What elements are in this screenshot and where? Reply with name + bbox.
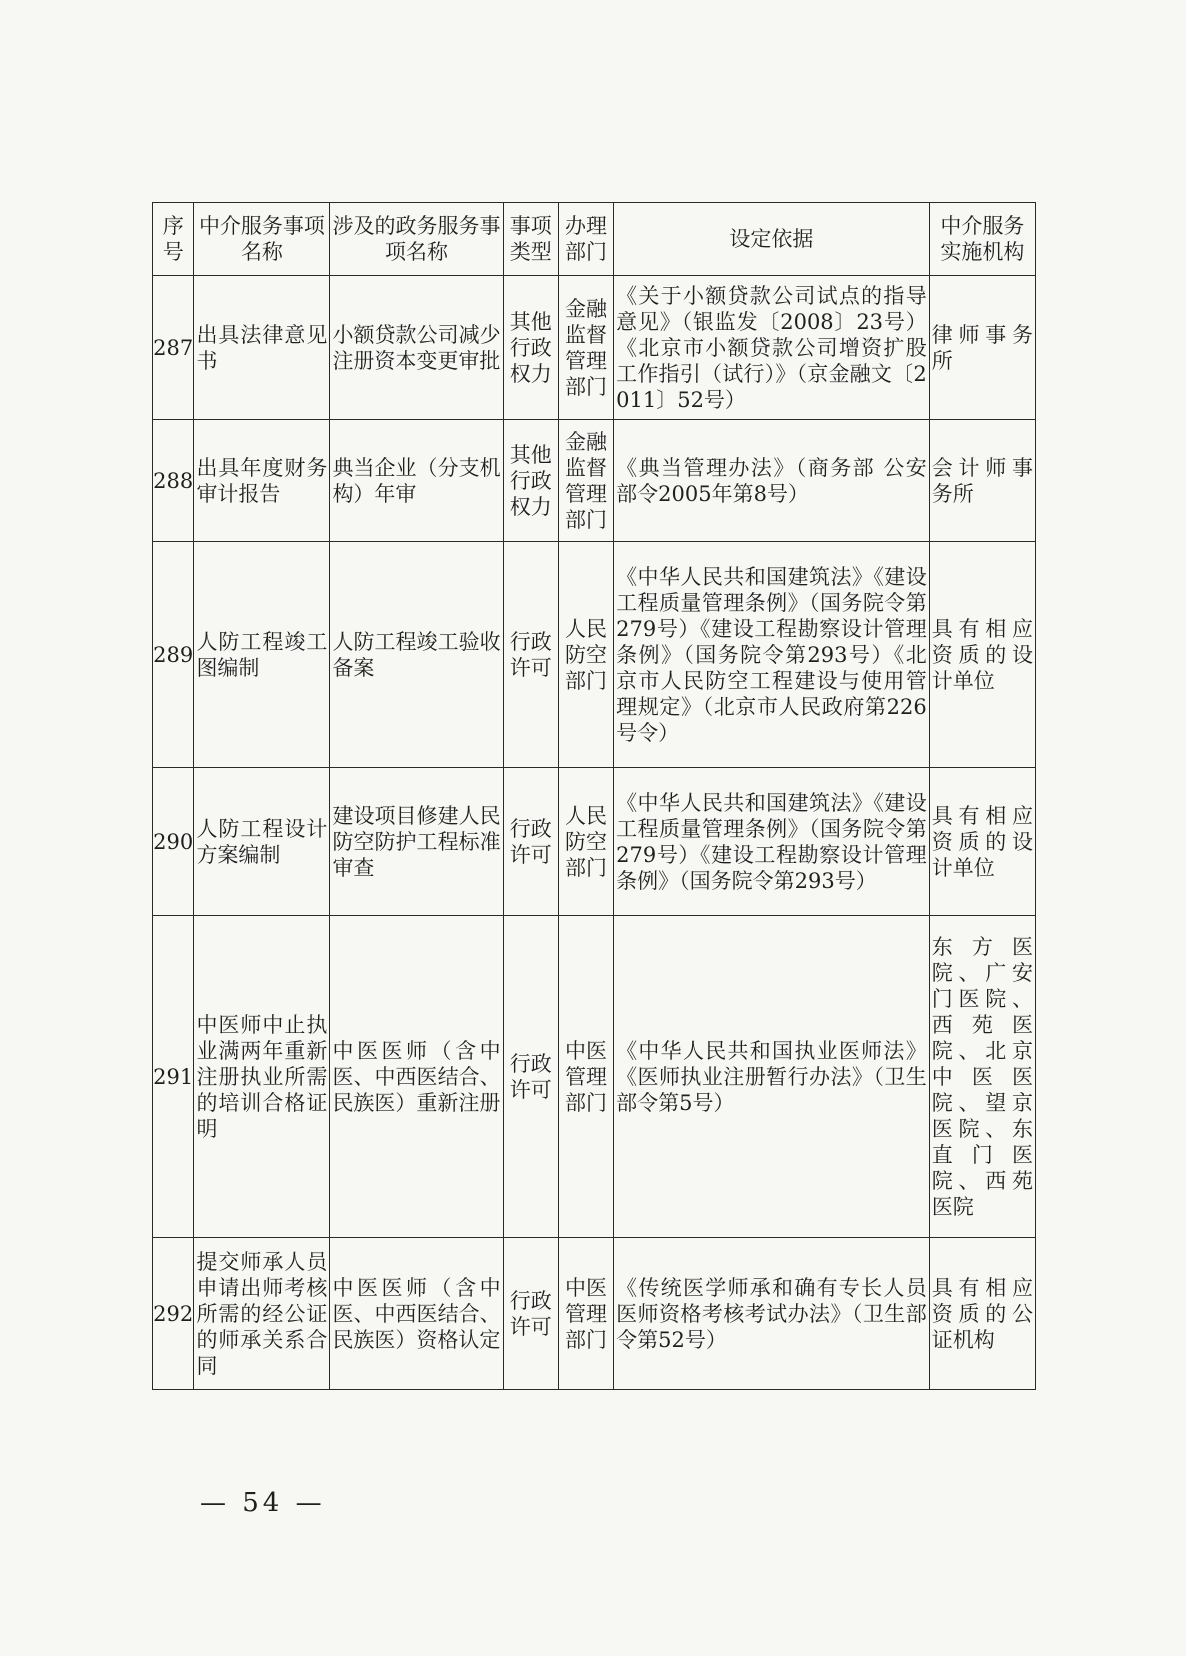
- service-name: 出具年度财务审计报告: [194, 420, 330, 542]
- table-header-row: [153, 203, 1036, 276]
- service-items-table: [152, 202, 1036, 1390]
- gov-item: 人防工程竣工验收备案: [330, 542, 503, 768]
- department: 人民防空部门: [558, 542, 613, 768]
- header-department: 办理部门: [558, 203, 613, 276]
- serial-number: 291: [153, 916, 194, 1238]
- header-service-name: 中介服务事项名称: [194, 203, 330, 276]
- service-org: 具有相应资质的设计单位: [929, 542, 1035, 768]
- table-row: [153, 420, 1036, 542]
- serial-number: 292: [153, 1238, 194, 1390]
- service-org: 具有相应资质的公证机构: [929, 1238, 1035, 1390]
- item-type: 其他行政权力: [503, 276, 558, 420]
- gov-item: 典当企业（分支机构）年审: [330, 420, 503, 542]
- department: 中医管理部门: [558, 1238, 613, 1390]
- service-name: 出具法律意见书: [194, 276, 330, 420]
- legal-basis: 《传统医学师承和确有专长人员医师资格考核考试办法》（卫生部令第52号）: [614, 1238, 930, 1390]
- header-legal-basis: 设定依据: [614, 203, 930, 276]
- department: 金融监督管理部门: [558, 420, 613, 542]
- serial-number: 288: [153, 420, 194, 542]
- table-row: [153, 1238, 1036, 1390]
- header-item-type: 事项类型: [503, 203, 558, 276]
- header-gov-item: 涉及的政务服务事项名称: [330, 203, 503, 276]
- gov-item: 建设项目修建人民防空防护工程标准审查: [330, 768, 503, 916]
- header-service-org: 中介服务实施机构: [929, 203, 1035, 276]
- service-name: 提交师承人员申请出师考核所需的经公证的师承关系合同: [194, 1238, 330, 1390]
- item-type: 其他行政权力: [503, 420, 558, 542]
- service-org: 律师事务所: [929, 276, 1035, 420]
- table-row: [153, 916, 1036, 1238]
- legal-basis: 《中华人民共和国建筑法》《建设工程质量管理条例》（国务院令第279号）《建设工程勘察设计管理条例》（国务院令第293号）: [614, 768, 930, 916]
- department: 中医管理部门: [558, 916, 613, 1238]
- department: 人民防空部门: [558, 768, 613, 916]
- service-name: 人防工程设计方案编制: [194, 768, 330, 916]
- table-row: [153, 768, 1036, 916]
- department: 金融监督管理部门: [558, 276, 613, 420]
- page-number: — 54 —: [200, 1488, 326, 1518]
- gov-item: 中医医师（含中医、中西医结合、民族医）重新注册: [330, 916, 503, 1238]
- item-type: 行政许可: [503, 768, 558, 916]
- service-org: 东方医院、广安门医院、西苑医院、北京中医医院、望京医院、东直门医院、西苑医院: [929, 916, 1035, 1238]
- service-org: 会计师事务所: [929, 420, 1035, 542]
- legal-basis: 《中华人民共和国执业医师法》《医师执业注册暂行办法》（卫生部令第5号）: [614, 916, 930, 1238]
- item-type: 行政许可: [503, 1238, 558, 1390]
- table-row: [153, 276, 1036, 420]
- legal-basis: 《中华人民共和国建筑法》《建设工程质量管理条例》（国务院令第279号）《建设工程勘察设计管理条例》（国务院令第293号）《北京市人民防空工程建设与使用管理规定》（北京市人民政府第226号令）: [614, 542, 930, 768]
- serial-number: 287: [153, 276, 194, 420]
- legal-basis: 《关于小额贷款公司试点的指导意见》（银监发〔2008〕23号）《北京市小额贷款公司增资扩股工作指引（试行）》（京金融文〔2011〕52号）: [614, 276, 930, 420]
- serial-number: 289: [153, 542, 194, 768]
- table-row: [153, 542, 1036, 768]
- legal-basis: 《典当管理办法》（商务部 公安部令2005年第8号）: [614, 420, 930, 542]
- service-name: 人防工程竣工图编制: [194, 542, 330, 768]
- service-org: 具有相应资质的设计单位: [929, 768, 1035, 916]
- item-type: 行政许可: [503, 916, 558, 1238]
- service-name: 中医师中止执业满两年重新注册执业所需的培训合格证明: [194, 916, 330, 1238]
- gov-item: 中医医师（含中医、中西医结合、民族医）资格认定: [330, 1238, 503, 1390]
- gov-item: 小额贷款公司减少注册资本变更审批: [330, 276, 503, 420]
- serial-number: 290: [153, 768, 194, 916]
- item-type: 行政许可: [503, 542, 558, 768]
- header-serial-number: 序号: [153, 203, 194, 276]
